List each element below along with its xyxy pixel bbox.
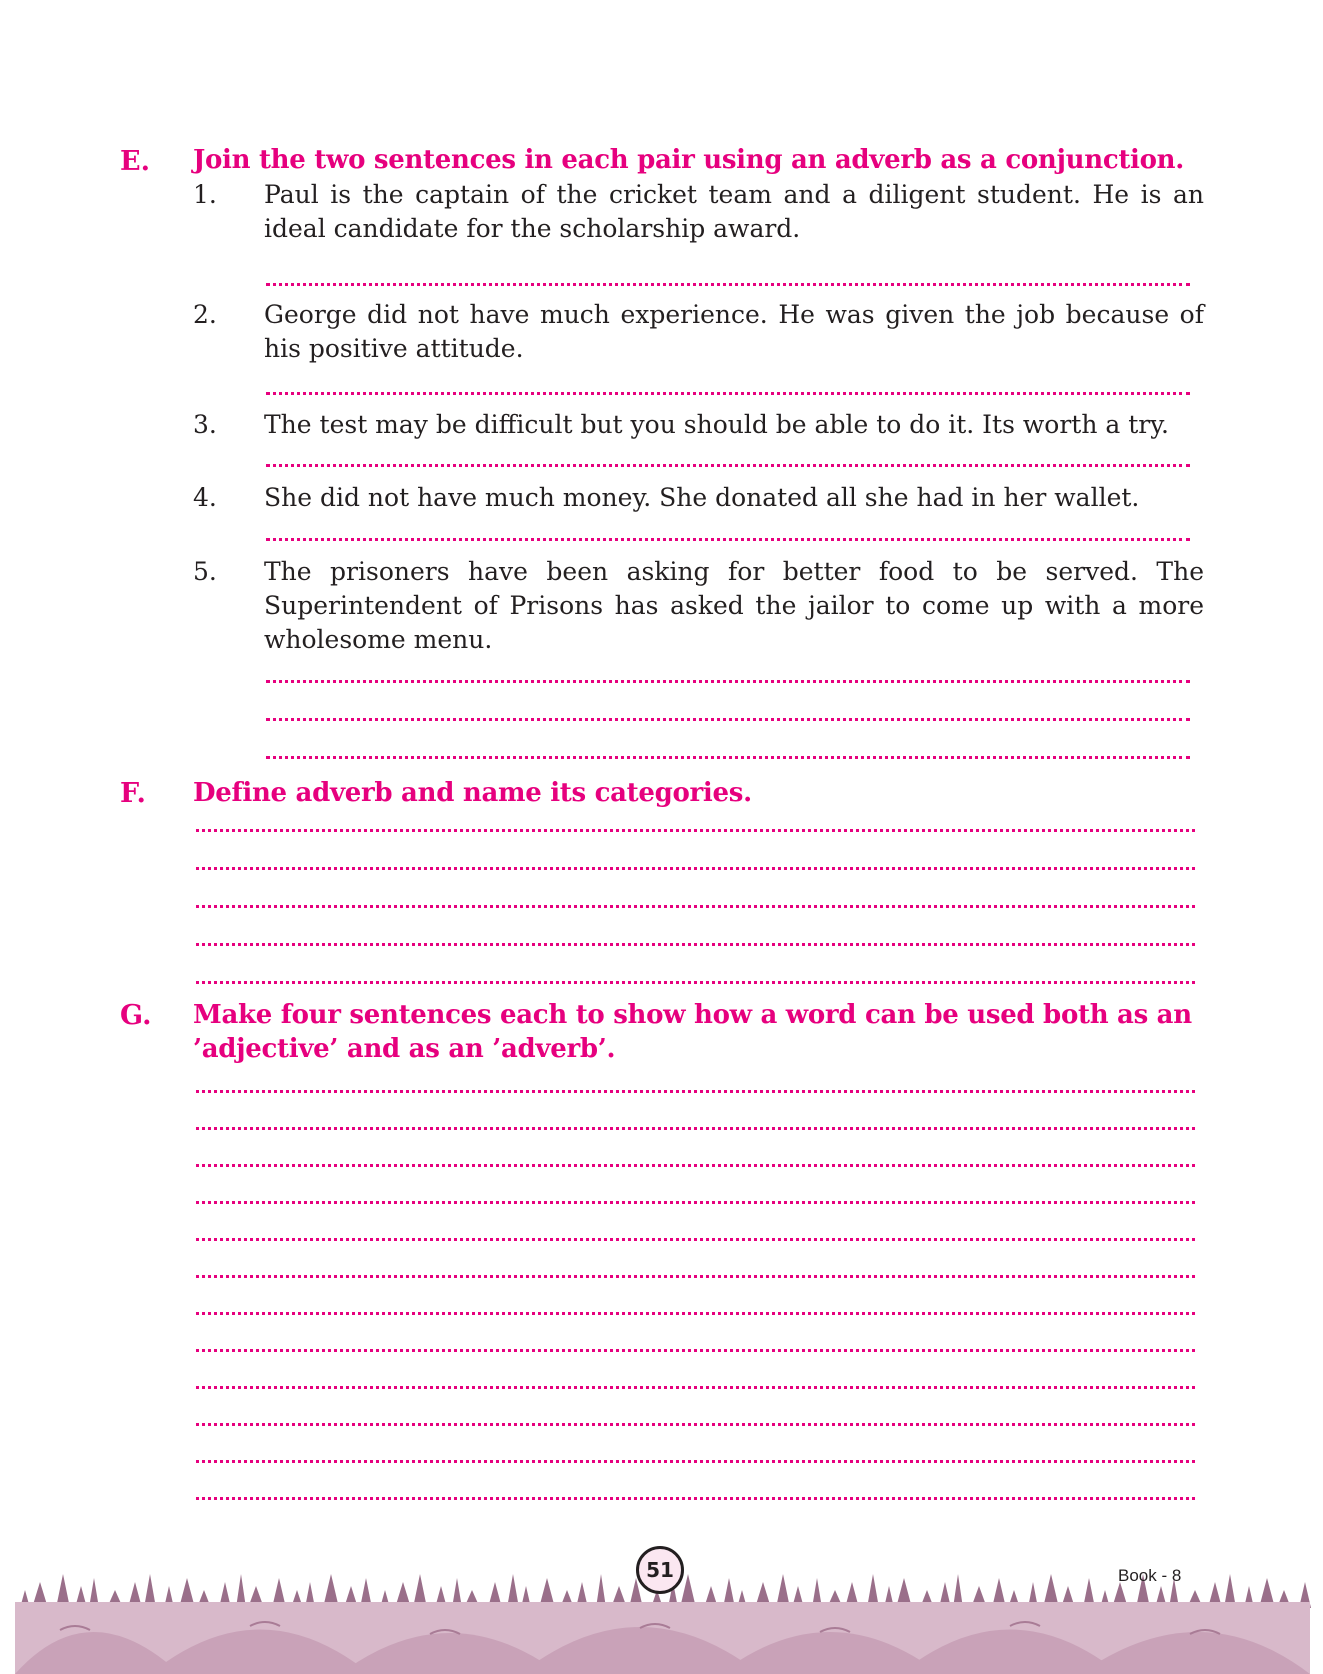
item-4-number: 4. [193,483,217,512]
answer-line[interactable] [196,1238,1195,1241]
item-5-text: The prisoners have been asking for better food to be served. The Superintendent of Prisons has asked the jailor to come up with a more wholesome menu. [264,557,1204,654]
item-5-number: 5. [193,557,217,586]
answer-line[interactable] [196,1312,1195,1315]
item-4-text: She did not have much money. She donated all she had in her wallet. [264,483,1140,512]
answer-line[interactable] [266,464,1190,467]
item-2-text: George did not have much experience. He was given the job because of his positive attitude. [264,300,1204,363]
answer-line[interactable] [196,905,1195,908]
item-2-number: 2. [193,300,217,329]
answer-line[interactable] [196,1349,1195,1352]
section-f-title: Define adverb and name its categories. [193,778,752,808]
section-e-title: Join the two sentences in each pair using an adverb as a conjunction. [193,145,1185,175]
answer-line[interactable] [266,538,1190,541]
answer-line[interactable] [196,829,1195,832]
item-1-number: 1. [193,180,217,209]
answer-line[interactable] [266,718,1190,721]
answer-line[interactable] [196,1386,1195,1389]
answer-line[interactable] [266,283,1190,286]
answer-line[interactable] [196,1164,1195,1167]
answer-line[interactable] [196,1275,1195,1278]
item-3-text: The test may be difficult but you should be able to do it. Its worth a try. [264,410,1169,439]
section-e-letter: E. [120,146,150,177]
answer-line[interactable] [196,1460,1195,1463]
answer-line[interactable] [196,981,1195,984]
answer-line[interactable] [196,867,1195,870]
answer-line[interactable] [196,943,1195,946]
answer-line[interactable] [266,756,1190,759]
answer-line[interactable] [196,1127,1195,1130]
book-label: Book - 8 [1118,1566,1182,1585]
answer-line[interactable] [196,1090,1195,1093]
section-g-title: Make four sentences each to show how a word can be used both as an ’adjective’ and as an ’adverb’. [193,1000,1192,1064]
answer-line[interactable] [266,680,1190,683]
section-f-letter: F. [120,778,146,809]
item-3-number: 3. [193,410,217,439]
answer-line[interactable] [266,392,1190,395]
page-number: 51 [636,1546,684,1594]
answer-line[interactable] [196,1497,1195,1500]
answer-line[interactable] [196,1423,1195,1426]
item-1-text: Paul is the captain of the cricket team and a diligent student. He is an ideal candidate for the scholarship award. [264,180,1204,243]
answer-line[interactable] [196,1201,1195,1204]
section-g-letter: G. [120,1000,152,1031]
